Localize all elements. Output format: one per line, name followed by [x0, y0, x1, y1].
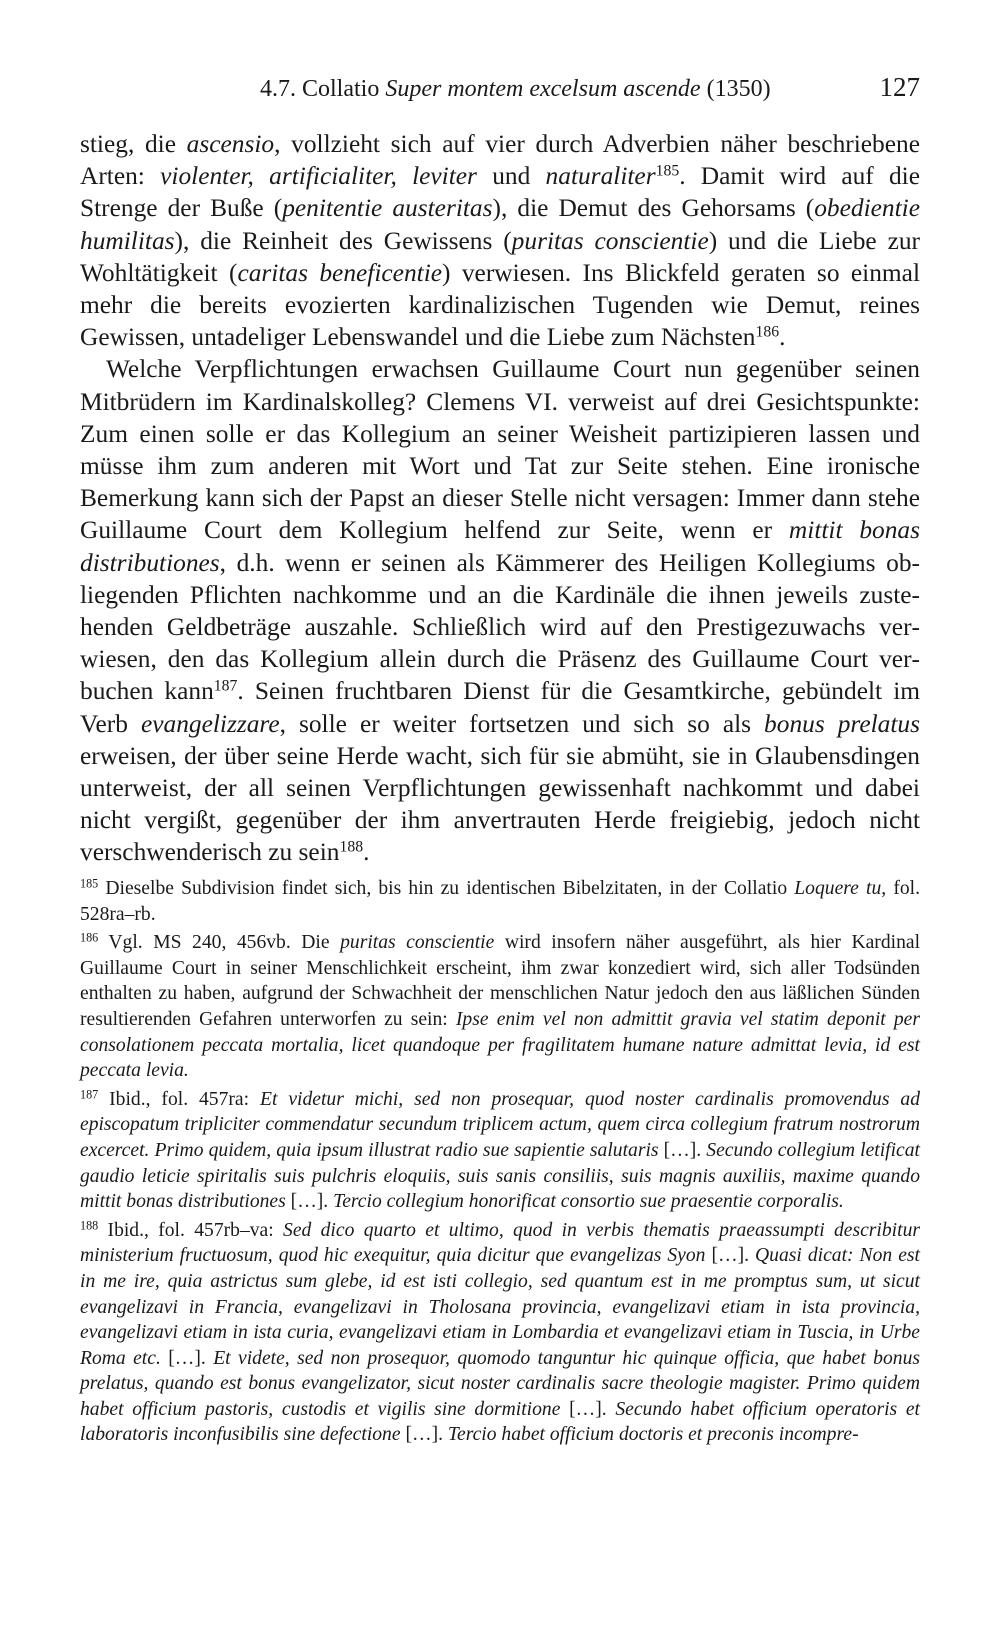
italic-run: puritas conscientie — [511, 226, 709, 255]
italic-run: Sed dico quarto et ultimo, quod in verbis thematis praeassumpti describitur ministerium fructuosum, quod hic exequitur, quia dicitur que evangelizas Syon — [80, 1219, 920, 1267]
italic-run: Et videte, sed non prosequor, quomodo tanguntur hic quinque officia, que habet bonus prelatus, quando est bonus evangelizator, sicut noster cardinalis sacre theologie magister. Primo quidem habet officium pastoris, custodis et vigilis sine dormitione — [80, 1347, 920, 1420]
footnote-ref: 185 — [80, 876, 99, 891]
italic-run: mittit bonas distributiones — [80, 516, 920, 577]
footnote-185: $^{185}$ Dieselbe Subdivision findet sich, bis hin zu identischen Bibelzitaten, in der Collatio Loquere tu, fol. 528ra–rb. — [80, 876, 920, 925]
italic-run: ascensio — [186, 130, 275, 158]
footnote-ref: 188 — [339, 838, 364, 856]
page-number: 127 — [879, 72, 920, 102]
italic-run: Secundo habet officium operatoris et laboratoris inconfusibilis sine defectione — [80, 1398, 920, 1446]
footnote-ref: 188 — [80, 1218, 99, 1233]
italic-run: puritas conscientie — [340, 932, 495, 954]
italic-run: caritas beneficentie — [237, 258, 443, 287]
footnote-187: $^{187}$ Ibid., fol. 457ra: Et videtur michi, sed non prosequar, quod noster cardinalis promovendus ad episcopatum tripliciter commendatur secundum triplicem actum, quem circa collegium fratrum nostrorum excercet. Primo quidem, quia ipsum illustrat radio sue sapientie salutaris […]. Secundo collegium letificat gaudio leticie spiritalis suis pulchris eloquiis, suis sanis consiliis, suis magnis auxiliis, maxime quando mittit bonas distributiones […]. Tercio collegium honorificat consortio sue praesentie corporalis. — [80, 1087, 920, 1213]
footnote-ref: 185 — [655, 162, 680, 180]
italic-run: Quasi dicat: Non est in me ire, quia astrictus sum glebe, id est isti collegio, sed quantum est in me promptus sum, ut sicut evangelizavi in Francia, evangelizavi in Tholosana provincia, evangelizavi etiam in ista provincia, evangelizavi etiam in ista curia, evangelizavi etiam in Lombardia et evangelizavi etiam in Tuscia, in Urbe Roma etc. — [80, 1245, 920, 1369]
paragraph-1: stieg, die ascensio, vollzieht sich auf vier durch Adverbien näher beschriebene Arten: violenter, artificialiter, leviter und naturaliter$^{185}$. Damit wird auf die Strenge der Buße (penitentie austeritas), die Demut des Gehorsams (obedientie humilitas), die Reinheit des Gewissens (puritas conscientie) und die Liebe zur Wohltätigkeit (caritas beneficentie) verwiesen. Ins Blickfeld geraten so einmal mehr die bereits evozierten kardinalizischen Tugenden wie Demut, reines Gewissen, untadeliger Lebenswandel und die Liebe zum Nächsten$^{186}$. — [80, 130, 921, 352]
italic-run: Loquere tu — [794, 878, 882, 899]
footnote-188: $^{188}$ Ibid., fol. 457rb–va: Sed dico quarto et ultimo, quod in verbis thematis praeassumpti describitur ministerium fructuosum, quod hic exequitur, quia dicitur que evangelizas Syon […]. Quasi dicat: Non est in me ire, quia astrictus sum glebe, id est isti collegio, sed quantum est in me promptus sum, ut sicut evangelizavi in Francia, evangelizavi in Tholosana provincia, evangelizavi etiam in ista provincia, evangelizavi etiam in ista curia, evangelizavi etiam in Lombardia et evangelizavi etiam in Tuscia, in Urbe Roma etc. […]. Et videte, sed non prosequor, quomodo tanguntur hic quinque officia, que habet bonus prelatus, quando est bonus evangelizator, sicut noster cardinalis sacre theologie magister. Primo quidem habet officium pastoris, custodis et vigilis sine dormitione […]. Secundo habet officium operatoris et laboratoris inconfusibilis sine defectione […]. Tercio habet officium doctoris et preconis incompre- — [80, 1218, 920, 1446]
running-title-suffix: (1350) — [700, 76, 771, 102]
italic-run: Ipse enim vel non admittit gravia vel statim deponit per consolationem peccata mortalia, licet quandoque per fragilitatem humane nature admittat levia, id est peccata levia. — [80, 1008, 920, 1082]
italic-run: bonus prelatus — [764, 709, 921, 738]
footnotes — [80, 876, 920, 1451]
italic-run: violenter, artificialiter, leviter — [160, 162, 477, 191]
italic-run: penitentie austeritas — [282, 194, 493, 223]
footnote-ref: 187 — [80, 1087, 99, 1102]
footnote-ref: 187 — [213, 677, 238, 695]
paragraph-2: Welche Verpflichtungen erwachsen Guillaume Court nun gegenüber seinen Mitbrüdern im Kardinalskolleg? Clemens VI. verweist auf drei Gesichtspunkte: Zum einen solle er das Kollegium an seiner Weisheit partizipieren lassen und müsse ihm zum anderen mit Wort und Tat zur Seite stehen. Eine ironische Bemerkung kann sich der Papst an dieser Stelle nicht versagen: Immer dann stehe Guillaume Court dem Kollegium helfend zur Seite, wenn er mittit bonas distributiones, d.h. wenn er seinen als Kämmerer des Heiligen Kollegiums obliegenden Pflichten nachkomme und an die Kardinäle die ihnen jeweils zustehenden Geldbeträge auszahle. Schließlich wird auf den Prestigezuwachs verwiesen, den das Kollegium allein durch die Präsenz des Guillaume Court verbuchen kann$^{187}$. Seinen fruchtbaren Dienst für die Gesamtkirche, gebündelt im Verb evangelizzare, solle er weiter fortsetzen und sich so als bonus prelatus erweisen, der über seine Herde wacht, sich für sie abmüht, sie in Glaubensdingen unterweist, der all seinen Verpflichtungen gewissenhaft nachkommt und dabei nicht vergißt, gegenüber der ihm anvertrauten Herde freigiebig, jedoch nicht verschwenderisch zu sein$^{188}$. — [80, 355, 921, 867]
footnote-ref: 186 — [755, 323, 780, 341]
footnote-ref: 186 — [80, 930, 99, 945]
running-title-prefix: 4.7. Collatio — [260, 76, 386, 102]
footnote-186: $^{186}$ Vgl. MS 240, 456vb. Die puritas conscientie wird insofern näher ausgeführt, als hier Kardinal Guillaume Court in seiner Menschlichkeit erscheint, ihm zwar konzediert wird, sich aller Todsünden enthalten zu haben, aufgrund der Schwachheit der menschlichen Natur jedoch den aus läßlichen Sünden resultierenden Gefahren unterworfen zu sein: Ipse enim vel non admittit gravia vel statim deponit per consolationem peccata mortalia, licet quandoque per fragilitatem humane nature admittat levia, id est peccata levia. — [80, 930, 921, 1082]
italic-run: Tercio habet officium doctoris et preconis incompre- — [447, 1424, 859, 1446]
italic-run: obedientie humilitas — [80, 194, 920, 255]
italic-run: naturaliter — [545, 162, 656, 191]
italic-run: Tercio collegium honorificat consortio sue praesentie corporalis. — [333, 1191, 844, 1213]
italic-run: Et videtur michi, sed non prosequar, quod noster cardinalis promovendus ad episcopatum tripliciter commendatur secundum triplicem actum, quem circa collegium fratrum nostrorum excercet. Primo quidem, quia ipsum illustrat radio sue sapientie salutaris — [80, 1088, 920, 1161]
running-title-italic: Super montem excelsum ascende — [385, 76, 701, 102]
running-title — [260, 76, 771, 103]
running-header — [80, 68, 920, 108]
main-text — [80, 128, 920, 869]
italic-run: evangelizzare — [140, 709, 280, 738]
italic-run: Secundo collegium letificat gaudio leticie spiritalis suis pulchris eloquiis, suis sanis consiliis, suis magnis auxiliis, maxime quando mittit bonas distributiones — [80, 1139, 920, 1213]
